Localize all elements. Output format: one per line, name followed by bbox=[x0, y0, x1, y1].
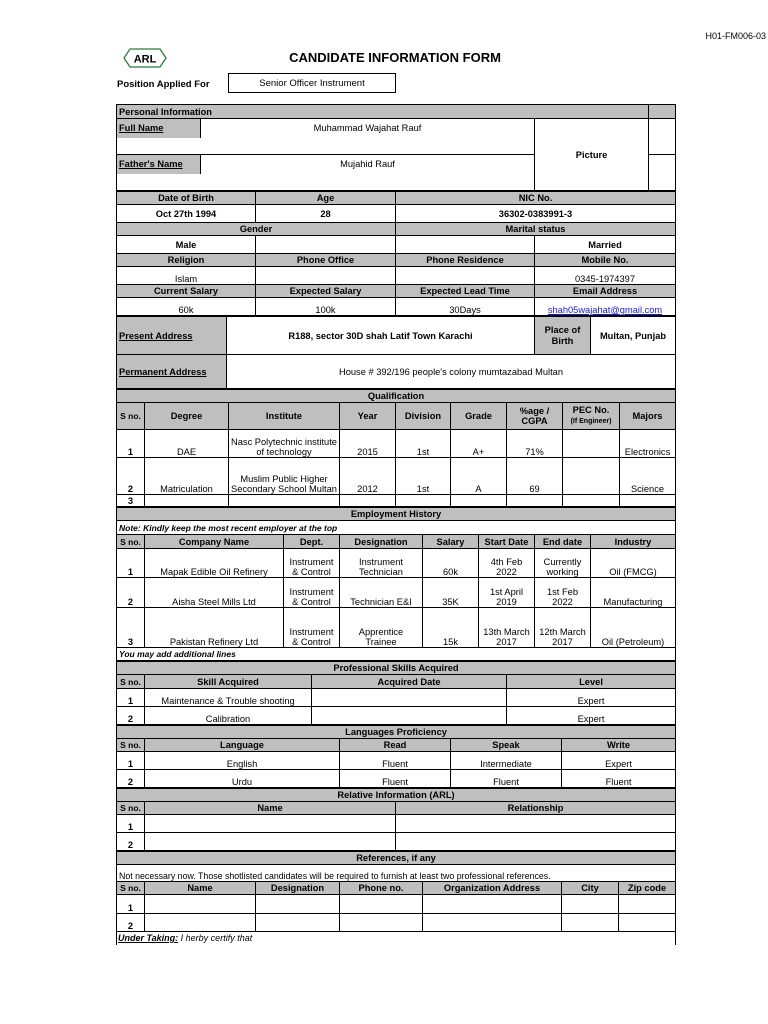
address-table bbox=[116, 316, 676, 389]
phone-office-field[interactable] bbox=[256, 267, 396, 285]
emp-col-designation: Designation bbox=[340, 535, 423, 549]
nic-label: NIC No. bbox=[396, 192, 676, 205]
employment-footer: You may add additional lines bbox=[117, 648, 676, 661]
nic-field[interactable]: 36302-0383991-3 bbox=[396, 205, 676, 223]
employment-header: Employment History bbox=[117, 508, 676, 521]
father-name-label: Father's Name bbox=[117, 155, 201, 174]
age-label: Age bbox=[256, 192, 396, 205]
qual-col-grade: Grade bbox=[451, 403, 507, 430]
document-code: H01-FM006-03 bbox=[705, 31, 766, 41]
dob-label: Date of Birth bbox=[117, 192, 256, 205]
qualification-table bbox=[116, 389, 676, 507]
table-row: 1 bbox=[117, 895, 676, 914]
lang-col-read: Read bbox=[340, 739, 451, 752]
table-row: 1 Maintenance & Trouble shooting Expert bbox=[117, 689, 676, 707]
picture-box[interactable]: Picture bbox=[535, 119, 649, 191]
lang-col-language: Language bbox=[145, 739, 340, 752]
ref-col-sno: S no. bbox=[117, 882, 145, 895]
qual-col-division: Division bbox=[396, 403, 451, 430]
undertaking-text: I herby certify that bbox=[178, 933, 253, 943]
references-table bbox=[116, 851, 676, 932]
qual-col-pec: PEC No. (If Engineer) bbox=[563, 403, 620, 430]
current-salary-field[interactable]: 60k bbox=[117, 298, 256, 316]
skills-col-skill: Skill Acquired bbox=[145, 675, 312, 689]
position-field[interactable]: Senior Officer Instrument bbox=[228, 73, 396, 93]
phone-residence-label: Phone Residence bbox=[396, 254, 535, 267]
employment-table bbox=[116, 507, 676, 661]
skills-col-date: Acquired Date bbox=[312, 675, 507, 689]
qual-col-year: Year bbox=[340, 403, 396, 430]
marital-field[interactable]: Married bbox=[535, 236, 676, 254]
place-of-birth-label: Place of Birth bbox=[535, 317, 591, 355]
permanent-address-label: Permanent Address bbox=[117, 355, 227, 389]
skills-col-level: Level bbox=[507, 675, 676, 689]
table-row: 2 bbox=[117, 914, 676, 932]
personal-details-table bbox=[116, 191, 676, 316]
full-name-field[interactable]: Muhammad Wajahat Rauf bbox=[201, 119, 535, 138]
qual-col-majors: Majors bbox=[620, 403, 676, 430]
rel-col-name: Name bbox=[145, 802, 396, 815]
qual-col-sno: S no. bbox=[117, 403, 145, 430]
references-header: References, if any bbox=[117, 852, 676, 865]
skills-table bbox=[116, 661, 676, 725]
place-of-birth-field[interactable]: Multan, Punjab bbox=[591, 317, 676, 355]
ref-col-address: Organization Address bbox=[423, 882, 562, 895]
present-address-field[interactable]: R188, sector 30D shah Latif Town Karachi bbox=[227, 317, 535, 355]
table-row: 2 bbox=[117, 833, 676, 851]
full-name-label: Full Name bbox=[117, 119, 201, 138]
religion-label: Religion bbox=[117, 254, 256, 267]
expected-salary-field[interactable]: 100k bbox=[256, 298, 396, 316]
table-row: 2 Matriculation Muslim Public Higher Secondary School Multan 2012 1st A 69 Science bbox=[117, 458, 676, 495]
emp-col-dept: Dept. bbox=[284, 535, 340, 549]
ref-col-city: City bbox=[562, 882, 619, 895]
table-row: 1 English Fluent Intermediate Expert bbox=[117, 752, 676, 770]
email-link[interactable]: shah05wajahat@gmail.com bbox=[547, 305, 663, 315]
employment-note: Note: Kindly keep the most recent employer at the top bbox=[117, 521, 676, 535]
lang-col-sno: S no. bbox=[117, 739, 145, 752]
current-salary-label: Current Salary bbox=[117, 285, 256, 298]
religion-field[interactable]: Islam bbox=[117, 267, 256, 285]
table-row: 2 Calibration Expert bbox=[117, 707, 676, 725]
email-label: Email Address bbox=[535, 285, 676, 298]
rel-col-sno: S no. bbox=[117, 802, 145, 815]
undertaking-label: Under Taking: bbox=[118, 933, 179, 943]
ref-col-name: Name bbox=[145, 882, 256, 895]
phone-residence-field[interactable] bbox=[396, 267, 535, 285]
ref-col-phone: Phone no. bbox=[340, 882, 423, 895]
logo-text: ARL bbox=[133, 53, 157, 66]
emp-col-end: End date bbox=[535, 535, 591, 549]
rel-col-relationship: Relationship bbox=[396, 802, 676, 815]
mobile-label: Mobile No. bbox=[535, 254, 676, 267]
qual-col-degree: Degree bbox=[145, 403, 229, 430]
emp-col-company: Company Name bbox=[145, 535, 284, 549]
personal-table bbox=[116, 104, 676, 191]
lang-col-write: Write bbox=[562, 739, 676, 752]
position-label: Position Applied For bbox=[117, 79, 210, 90]
table-row: 1 Mapak Edible Oil Refinery Instrument & Control Instrument Technician 60k 4th Feb 2022 Currently working Oil (FMCG) bbox=[117, 549, 676, 578]
skills-col-sno: S no. bbox=[117, 675, 145, 689]
relatives-table bbox=[116, 788, 676, 851]
mobile-field[interactable]: 0345-1974397 bbox=[535, 267, 676, 285]
languages-header: Languages Proficiency bbox=[117, 726, 676, 739]
father-name-field[interactable]: Mujahid Rauf bbox=[201, 155, 535, 174]
undertaking bbox=[116, 932, 676, 945]
relatives-header: Relative Information (ARL) bbox=[117, 789, 676, 802]
form-body bbox=[116, 104, 675, 945]
emp-col-start: Start Date bbox=[479, 535, 535, 549]
expected-salary-label: Expected Salary bbox=[256, 285, 396, 298]
table-row: 2 Urdu Fluent Fluent Fluent bbox=[117, 770, 676, 788]
lead-time-label: Expected Lead Time bbox=[396, 285, 535, 298]
age-field[interactable]: 28 bbox=[256, 205, 396, 223]
marital-label: Marital status bbox=[396, 223, 676, 236]
present-address-label: Present Address bbox=[117, 317, 227, 355]
table-row: 1 bbox=[117, 815, 676, 833]
skills-header: Professional Skills Acquired bbox=[117, 662, 676, 675]
lang-col-speak: Speak bbox=[451, 739, 562, 752]
languages-table bbox=[116, 725, 676, 788]
permanent-address-field[interactable]: House # 392/196 people's colony mumtazabad Multan bbox=[227, 355, 676, 389]
lead-time-field[interactable]: 30Days bbox=[396, 298, 535, 316]
ref-col-designation: Designation bbox=[256, 882, 340, 895]
gender-field[interactable]: Male bbox=[117, 236, 256, 254]
ref-col-zip: Zip code bbox=[619, 882, 676, 895]
emp-col-salary: Salary bbox=[423, 535, 479, 549]
table-row: 1 DAE Nasc Polytechnic institute of technology 2015 1st A+ 71% Electronics bbox=[117, 430, 676, 458]
table-row: 2 Aisha Steel Mills Ltd Instrument & Control Technician E&I 35K 1st April 2019 1st Feb 2022 Manufacturing bbox=[117, 578, 676, 608]
qual-col-cgpa: %age / CGPA bbox=[507, 403, 563, 430]
phone-office-label: Phone Office bbox=[256, 254, 396, 267]
table-row: 3 Pakistan Refinery Ltd Instrument & Control Apprentice Trainee 15k 13th March 2017 12th March 2017 Oil (Petroleum) bbox=[117, 608, 676, 648]
emp-col-sno: S no. bbox=[117, 535, 145, 549]
emp-col-industry: Industry bbox=[591, 535, 676, 549]
references-note: Not necessary now. Those shotlisted candidates will be required to furnish at least two professional references. bbox=[117, 865, 676, 882]
form-title: CANDIDATE INFORMATION FORM bbox=[289, 50, 501, 65]
qual-col-institute: Institute bbox=[229, 403, 340, 430]
dob-field[interactable]: Oct 27th 1994 bbox=[117, 205, 256, 223]
personal-header: Personal Information bbox=[117, 105, 649, 119]
table-row: 3 bbox=[117, 495, 676, 507]
email-field[interactable] bbox=[535, 298, 676, 316]
qualification-header: Qualification bbox=[117, 390, 676, 403]
gender-label: Gender bbox=[117, 223, 396, 236]
